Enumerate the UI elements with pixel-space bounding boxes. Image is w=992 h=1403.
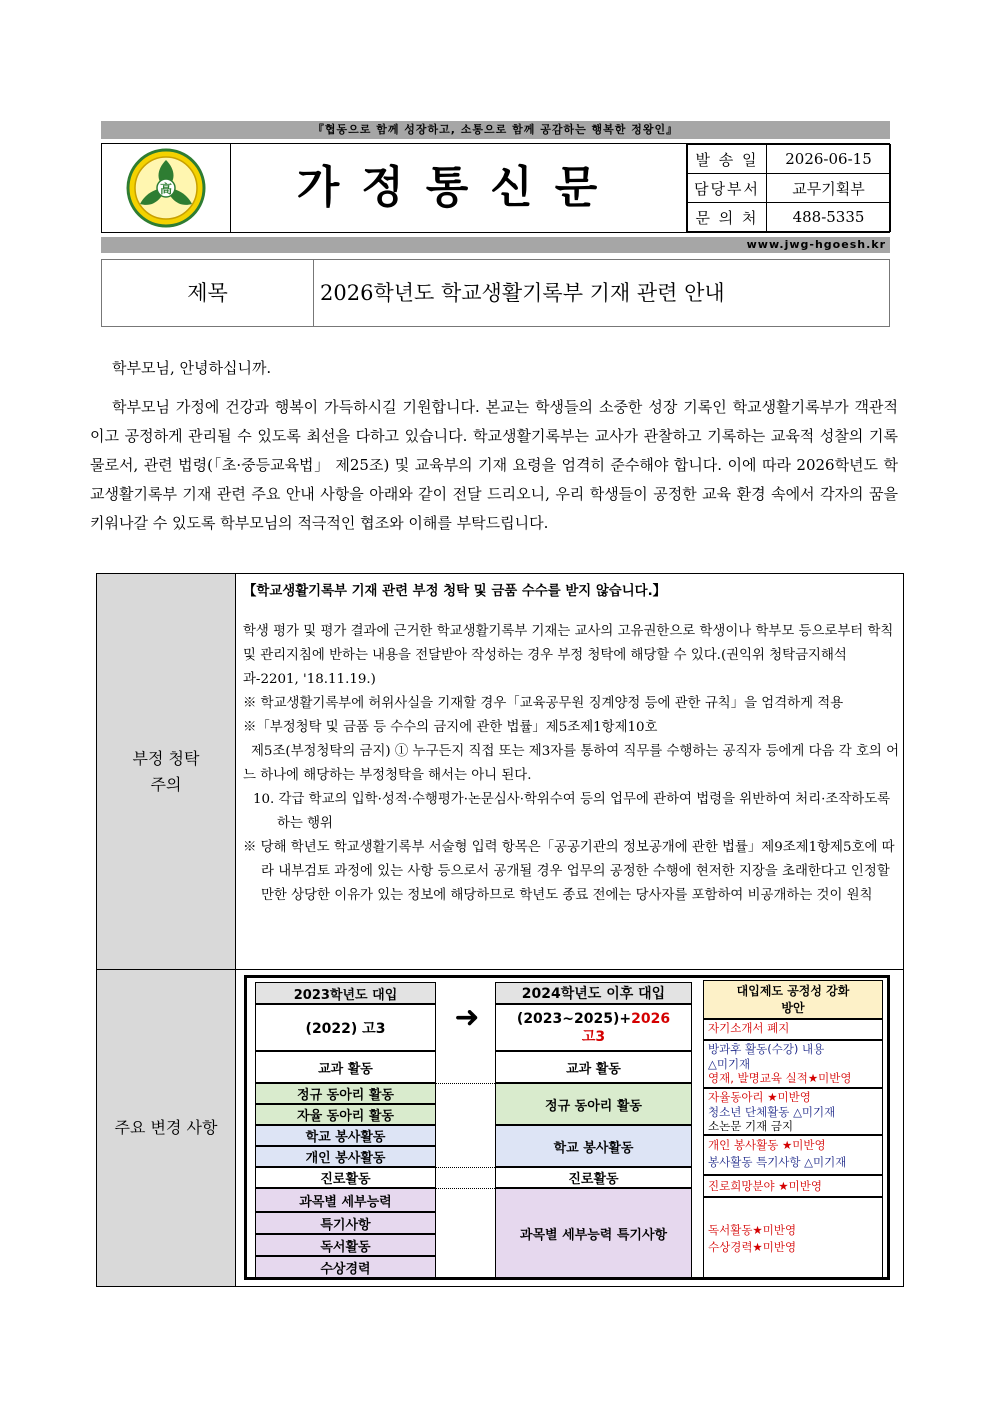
left-header: 2023학년도 대입 — [255, 982, 436, 1004]
right-note-line: 방과후 활동(수강) 내용 — [708, 1042, 825, 1056]
middle-item: 교과 활동 — [495, 1051, 692, 1083]
left-item: 학교 봉사활동 — [255, 1125, 436, 1146]
middle-sub-years: (2023~2025)+ — [516, 1010, 632, 1027]
right-note-line: 자율동아리 ★미반영 — [708, 1090, 811, 1104]
website-bar: www.jwg-hgoesh.kr — [101, 237, 890, 253]
middle-item: 진로활동 — [495, 1167, 692, 1188]
letter-header — [101, 143, 890, 233]
logo-char: 高 — [159, 182, 173, 196]
section1-paragraph: 학생 평가 및 평가 결과에 근거한 학교생활기록부 기재는 교사의 고유권한으로 학생이나 학부모 등으로부터 학칙 및 관리지침에 반하는 내용을 전달받아 작성하는 경우 부정 청탁에 해당할 수 있다.(권익위 청탁금지해석과-2201, '18.11.19.) — [243, 624, 894, 687]
meta-value: 488-5335 — [767, 203, 891, 232]
right-note — [703, 1088, 883, 1135]
connector-line — [436, 1167, 495, 1168]
right-note-line: 청소년 단체활동 △미기재 — [708, 1104, 836, 1119]
left-item: 정규 동아리 활동 — [255, 1083, 436, 1104]
arrow-right-icon: ➜ — [454, 1000, 480, 1035]
right-note: 자기소개서 폐지 — [703, 1019, 883, 1040]
notice-table — [96, 573, 904, 1287]
right-note-line: 수상경력★미반영 — [708, 1240, 797, 1254]
left-item: 교과 활동 — [255, 1051, 436, 1083]
right-note-line: 개인 봉사활동 ★미반영 — [708, 1138, 826, 1152]
connector-line — [436, 1188, 495, 1189]
right-note-line: 영재, 발명교육 실적★미반영 — [708, 1071, 852, 1085]
right-note-line: △미기재 — [708, 1056, 751, 1071]
school-logo-cell — [102, 144, 231, 232]
section1-content — [243, 580, 899, 908]
right-note: 진로희망분야 ★미반영 — [703, 1175, 883, 1197]
right-header — [703, 980, 883, 1019]
middle-item: 정규 동아리 활동 — [495, 1083, 692, 1125]
right-header-line2: 방안 — [781, 1001, 805, 1015]
change-diagram — [244, 975, 890, 1280]
right-note-line: 소논문 기재 금지 — [708, 1119, 794, 1133]
motto-bar: 『협동으로 함께 성장하고, 소통으로 함께 공감하는 행복한 정왕인』 — [101, 121, 890, 139]
left-item: 과목별 세부능력 — [255, 1188, 436, 1212]
middle-subheader — [495, 1004, 692, 1051]
middle-item: 학교 봉사활동 — [495, 1125, 692, 1167]
note-item: ※「부정청탁 및 금품 등 수수의 금지에 관한 법률」제5조제1항제10호 — [243, 720, 658, 735]
meta-key: 문 의 처 — [688, 203, 767, 232]
section1-label — [97, 574, 236, 969]
section1-label-line1: 부정 청탁 — [132, 749, 200, 768]
section1-label-line2: 주의 — [150, 775, 182, 794]
middle-header: 2024학년도 이후 대입 — [495, 982, 692, 1004]
right-note — [703, 1040, 883, 1088]
section2-label — [97, 970, 236, 1286]
meta-key: 담당부서 — [688, 174, 767, 203]
left-subheader: (2022) 고3 — [255, 1004, 436, 1051]
section2-label-text: 주요 변경 사항 — [114, 1118, 218, 1137]
middle-sub-year-highlight: 2026 — [631, 1010, 671, 1027]
section1-heading: 【학교생활기록부 기재 관련 부정 청탁 및 금품 수수를 받지 않습니다.】 — [243, 584, 667, 599]
middle-sub-grade: 고3 — [581, 1028, 606, 1045]
note-item: 10. 각급 학교의 입학·성적·수행평가·논문심사·학위수여 등의 업무에 관하여 법령을 위반하여 처리·조작하도록 하는 행위 — [253, 792, 891, 831]
note-item: 제5조(부정청탁의 금지) ① 누구든지 직접 또는 제3자를 통하여 직무를 수행하는 공직자 등에게 다음 각 호의 어느 하나에 해당하는 부정청탁을 해서는 아니 된다. — [243, 744, 900, 783]
body-paragraph: 학부모님 가정에 건강과 행복이 가득하시길 기원합니다. 본교는 학생들의 소중한 성장 기록인 학교생활기록부가 객관적이고 공정하게 관리될 수 있도록 최선을 다하고 있습니다. 학교생활기록부는 교사가 관찰하고 기록하는 교육적 성찰의 기록물로서, 관련 법령(「초·중등교육법」 제25조) 및 교육부의 기재 요령을 엄격히 준수해야 합니다. 이에 따라 2026학년도 학교생활기록부 기재 관련 주요 안내 사항을 아래와 같이 전달 드리오니, 우리 학생들이 공정한 교육 환경 속에서 각자의 꿈을 키워나갈 수 있도록 학부모님의 적극적인 협조와 이해를 부탁드립니다. — [90, 398, 898, 532]
meta-value: 교무기획부 — [767, 174, 891, 203]
middle-item: 과목별 세부능력 특기사항 — [495, 1188, 692, 1278]
right-note — [703, 1197, 883, 1278]
right-note-line: 독서활동★미반영 — [708, 1223, 797, 1237]
right-note-line: 봉사활동 특기사항 △미기재 — [708, 1155, 847, 1169]
left-item: 수상경력 — [255, 1256, 436, 1278]
meta-table — [686, 144, 891, 232]
right-note — [703, 1135, 883, 1175]
meta-key: 발 송 일 — [688, 145, 767, 174]
note-item: ※ 학교생활기록부에 허위사실을 기재할 경우「교육공무원 징계양정 등에 관한 규칙」을 엄격하게 적용 — [243, 696, 844, 711]
left-item: 독서활동 — [255, 1234, 436, 1256]
subject-box — [101, 259, 890, 327]
document-title: 가정통신문 — [296, 162, 620, 213]
right-header-line1: 대입제도 공정성 강화 — [736, 984, 850, 998]
meta-value: 2026-06-15 — [767, 145, 891, 174]
left-item: 개인 봉사활동 — [255, 1146, 436, 1167]
left-item: 진로활동 — [255, 1167, 436, 1188]
connector-line — [436, 1083, 495, 1084]
subject-text: 2026학년도 학교생활기록부 기재 관련 안내 — [320, 281, 725, 305]
school-logo-icon — [102, 144, 230, 232]
note-item: ※ 당해 학년도 학교생활기록부 서술형 입력 항목은「공공기관의 정보공개에 관한 법률」제9조제1항제5호에 따라 내부검토 과정에 있는 사항 등으로서 공개될 경우 업무의 공정한 수행에 현저한 지장을 초래한다고 인정할 만한 상당한 이유가 있는 정보에 해당하므로 학년도 종료 전에는 당사자를 포함하여 비공개하는 것이 원칙 — [243, 840, 895, 903]
subject-label: 제목 — [102, 260, 314, 326]
left-item: 자율 동아리 활동 — [255, 1104, 436, 1125]
greeting: 학부모님, 안녕하십니까. — [112, 359, 272, 377]
left-item: 특기사항 — [255, 1212, 436, 1234]
